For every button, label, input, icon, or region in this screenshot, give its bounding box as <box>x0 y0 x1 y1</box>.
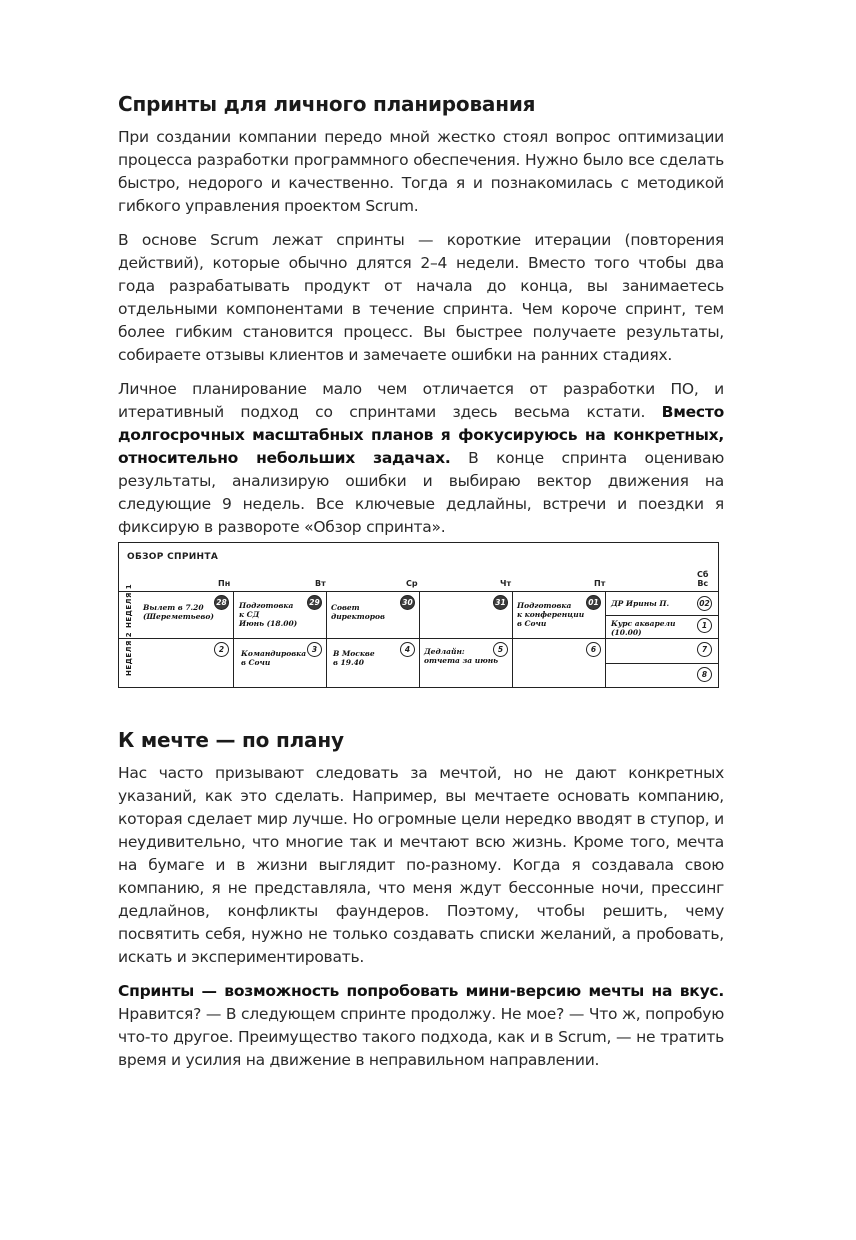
page-top <box>118 92 724 550</box>
day-number: 28 <box>214 595 229 610</box>
paragraph-5-bold: Спринты — возможность попробовать мини-версию мечты на вкус. <box>118 982 724 1000</box>
note-wed-week2: В Москве в 19.40 <box>333 649 375 667</box>
note-wed-week1: Совет директоров <box>331 603 385 621</box>
day-number: 3 <box>307 642 322 657</box>
day-header-wed: Ср <box>406 579 418 588</box>
col-divider-2 <box>326 591 327 687</box>
note-sat-week1: ДР Ирины П. <box>611 599 670 608</box>
note-thu-week2: Дедлайн: отчета за июнь <box>424 647 499 665</box>
weekend-divider-2 <box>605 663 718 664</box>
paragraph-3 <box>118 378 724 539</box>
day-number: 29 <box>307 595 322 610</box>
paragraph-4: Нас часто призывают следовать за мечтой, но не дают конкретных указаний, как это сделать. Например, вы мечтаете основать компанию, которая сделает мир лучше. Но огромные цели нередко вводят в ступор, и неудивительно, что многие так и мечтают всю жизнь. Кроме того, мечта на бумаге и в жизни выглядит по-разному. Когда я создавала свою компанию, я не представляла, что меня ждут бессонные ночи, прессинг дедлайнов, конфликты фаундеров. Поэтому, чтобы решить, чему посвятить себя, нужно не только создавать списки желаний, а пробовать, искать и экспериментировать. <box>118 764 724 966</box>
col-divider-1 <box>233 591 234 687</box>
col-divider-5 <box>605 591 606 687</box>
col-divider-4 <box>512 591 513 687</box>
paragraph-5 <box>118 980 724 1072</box>
day-number: 5 <box>493 642 508 657</box>
paragraph-1: При создании компании передо мной жестко стоял вопрос оптимизации процесса разработки программного обеспечения. Нужно было все сделать быстро, недорого и качественно. Тогда я и познакомилась с методикой гибкого управления проектом Scrum. <box>118 128 724 215</box>
day-header-weekend: Сб Вс <box>697 570 709 588</box>
day-number: 01 <box>586 595 601 610</box>
paragraph-5-rest: Нравится? — В следующем спринте продолжу. Не мое? — Что ж, попробую что-то другое. Преимущество такого подхода, как и в Scrum, — не тратить время и усилия на движение в неправильном направлении. <box>118 1005 724 1069</box>
day-number: 2 <box>214 642 229 657</box>
day-number: 7 <box>697 642 712 657</box>
day-number: 30 <box>400 595 415 610</box>
note-sun-week1: Курс акварели (10.00) <box>611 619 676 637</box>
section-title-sprints: Спринты для личного планирования <box>118 92 536 116</box>
note-mon-week1: Вылет в 7.20 (Шереметьево) <box>143 603 214 621</box>
sprint-overview-table <box>118 542 719 688</box>
week-label-1: НЕДЕЛЯ 1 <box>125 583 133 628</box>
day-header-thu: Чт <box>500 579 512 588</box>
day-header-tue: Вт <box>315 579 326 588</box>
note-tue-week2: Командировка в Сочи <box>241 649 307 667</box>
day-number: 1 <box>697 618 712 633</box>
day-header-fri: Пт <box>594 579 606 588</box>
day-number: 8 <box>697 667 712 682</box>
paragraph-3-end: В конце спринта оцениваю результаты, анализирую ошибки и выбираю вектор движения на следующие 9 недель. Все ключевые дедлайны, встречи и поездки я фиксирую в развороте «Обзор спринта». <box>118 449 724 536</box>
day-number: 4 <box>400 642 415 657</box>
weekend-divider-1 <box>605 615 718 616</box>
day-header-mon: Пн <box>218 579 231 588</box>
paragraph-2: В основе Scrum лежат спринты — короткие итерации (повторения действий), которые обычно длятся 2–4 недели. Вместо того чтобы два года разрабатывать продукт от начала до конца, вы занимаетесь отдельными компонентами в течение спринта. Чем короче спринт, тем более гибким становится процесс. Вы быстрее получаете результаты, собираете отзывы клиентов и замечаете ошибки на ранних стадиях. <box>118 231 724 364</box>
sprint-table-title: ОБЗОР СПРИНТА <box>127 552 219 562</box>
page-bottom <box>118 728 724 1083</box>
note-tue-week1: Подготовка к СД Июнь (18.00) <box>239 601 298 628</box>
note-fri-week1: Подготовка к конференции в Сочи <box>517 601 585 628</box>
day-number: 6 <box>586 642 601 657</box>
col-divider-3 <box>419 591 420 687</box>
day-number: 31 <box>493 595 508 610</box>
paragraph-3-start: Личное планирование мало чем отличается от разработки ПО, и итеративный подход со спринтами здесь весьма кстати. <box>118 380 724 421</box>
week-label-2: НЕДЕЛЯ 2 <box>125 631 133 676</box>
section-title-dream: К мечте — по плану <box>118 728 344 752</box>
paragraph-3-bold: Вместо долгосрочных масштабных планов я фокусируюсь на конкретных, относительно небольших задачах. <box>118 403 724 467</box>
day-number: 02 <box>697 596 712 611</box>
